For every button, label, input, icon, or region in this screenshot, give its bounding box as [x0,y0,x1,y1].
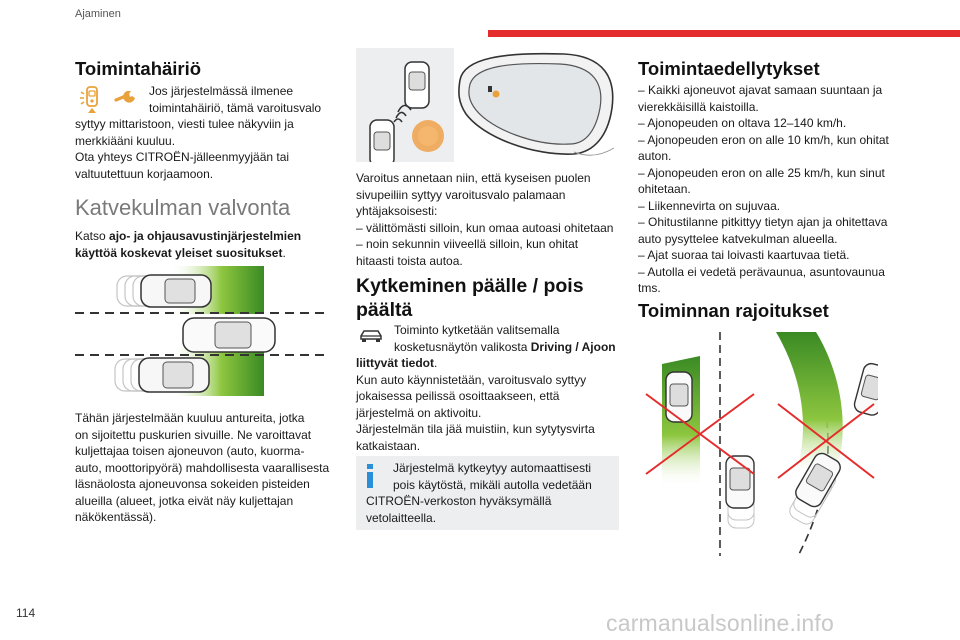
info-box [356,456,619,530]
fault-text: syttyy mittaristoon, viesti tulee näkyviin ja [75,117,294,131]
fault-title: Toimintahäiriö [75,58,202,79]
blind-spot-illustration [75,262,330,400]
intro-paragraph: Katso ajo- ja ohjausavustinjärjestelmien käyttöä koskevat yleiset suositukset. [75,229,302,260]
sensor-illustration [356,48,454,162]
limitations-illustration [638,328,878,560]
fault-text: merkkiääni kuuluu. [75,133,176,148]
switch-description: liittyvät tiedot. Kun auto käynnistetään, varoitusvalo syttyy jokaisessa peilissä osoittaakseen, että järjestelmä on aktivoitu. Järjestelmän tila jää muistiin, kun sytytysvirta katkaistaan. [356,356,595,453]
system-description: Tähän järjestelmään kuuluu antureita, jotka on sijoitettu puskurien sivuille. Ne varoittavat kuljettajaa toisen ajoneuvon (auto, kuorma- auto, moottoripyörä) mahdollisesta vaarallisesta läsnäolosta ajoneuvonsa sokeiden pisteiden alueilla (alueet, jotka eivät näy kuljettajan näkökentässä). [75,411,330,524]
warning-light-icon [78,84,104,114]
header-accent-bar [488,30,960,37]
car-icon [358,327,384,345]
fault-contact: Ota yhteys CITROËN-jälleenmyyjään tai [75,150,290,164]
watermark: carmanualsonline.info [606,610,834,636]
info-icon [365,464,375,488]
warning-description: Varoitus annetaan niin, että kyseisen puolen sivupeiliin syttyy varoitusvalo palamaan yhtäjaksoisesti: – välittömästi silloin, kun omaa autoasi ohitetaan – noin sekunnin viiveellä silloin, kun ohitat hitaasti toista autoa. [356,171,614,268]
wrench-icon [113,86,139,106]
page-number: 114 [16,606,36,620]
fault-text: Jos järjestelmässä ilmenee [149,84,294,98]
fault-text: toimintahäiriö, tämä varoitusvalo [149,100,322,115]
switch-text: kosketusnäytön valikosta Driving / Ajoon [394,339,616,354]
switch-text: Toiminto kytketään valitsemalla [394,323,560,337]
info-text: CITROËN-verkoston hyväksymällä [366,494,552,508]
switch-title: Kytkeminen päälle / pois päältä [356,275,584,321]
info-text: vetolaitteella. [366,510,437,525]
limits-title: Toiminnan rajoitukset [638,300,829,321]
info-text: pois käytöstä, mikäli autolla vedetään [393,477,592,492]
running-header: Ajaminen [75,8,121,20]
conditions-list: – Kaikki ajoneuvot ajavat samaan suuntaan ja vierekkäisillä kaistoilla. – Ajonopeuden on oltava 12–140 km/h. – Ajonopeuden eron on alle 10 km/h, kun ohitat auton. – Ajonopeuden eron on alle 25 km/h, kun sinut ohitetaan. – Liikennevirta on sujuvaa. – Ohitustilanne pitkittyy tietyn ajan ja ohitettava auto pysyttelee katvekulman alueella. – Ajat suoraa tai loivasti kaartuvaa tietä. – Autolla ei vedetä perävaunua, asuntovaunua tms. [638,83,889,295]
fault-contact: valtuutettuun korjaamoon. [75,166,214,181]
conditions-title: Toimintaedellytykset [638,58,820,79]
mirror-illustration [454,48,620,162]
section-title: Katvekulman valvonta [75,195,291,220]
info-text: Järjestelmä kytkeytyy automaattisesti [393,461,592,475]
